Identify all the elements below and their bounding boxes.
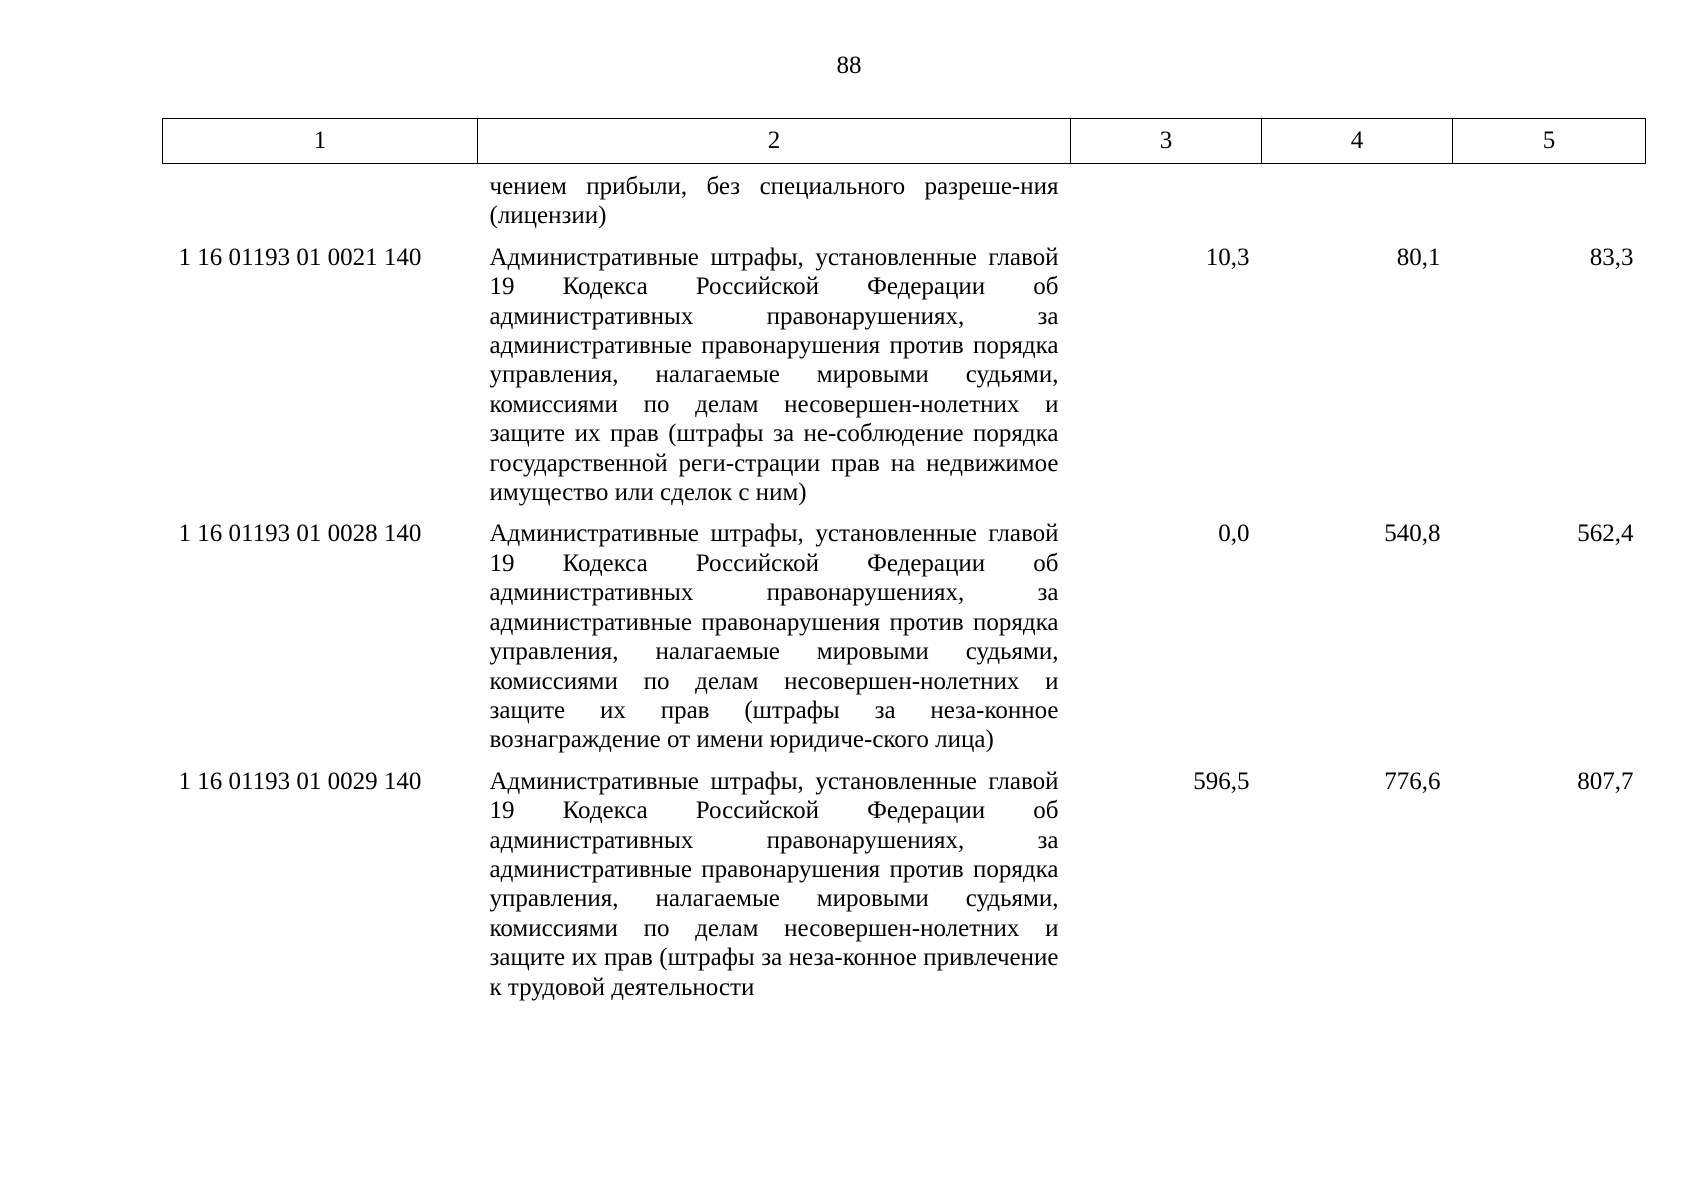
table-header: [163, 119, 1646, 164]
table-row: [163, 231, 1646, 508]
row-description: Административные штрафы, установленные главой 19 Кодекса Российской Федерации об административных правонарушениях, за административные правонарушения против порядка управления, налагаемые мировыми судьями, комиссиями по делам несовершен-нолетних и защите их прав (штрафы за неза-конное вознаграждение от имени юридиче-ского лица): [489, 520, 1059, 754]
table-row: [163, 507, 1646, 754]
row-value-4: 80,1: [1396, 243, 1441, 271]
row-value-4: 540,8: [1384, 520, 1441, 548]
row-description: Административные штрафы, установленные главой 19 Кодекса Российской Федерации об административных правонарушениях, за административные правонарушения против порядка управления, налагаемые мировыми судьями, комиссиями по делам несовершен-нолетних и защите их прав (штрафы за не-соблюдение порядка государственной реги-страции прав на недвижимое имущество или сделок с ним): [489, 243, 1059, 507]
header-col-5: 5: [1453, 119, 1646, 164]
row-description: Административные штрафы, установленные главой 19 Кодекса Российской Федерации об административных правонарушениях, за административные правонарушения против порядка управления, налагаемые мировыми судьями, комиссиями по делам несовершен-нолетних и защите их прав (штрафы за неза-конное привлечение к трудовой деятельности: [489, 767, 1059, 1001]
row-code: 1 16 01193 01 0028 140: [178, 520, 422, 548]
continuation-text: чением прибыли, без специального разреше-ния (лицензии): [489, 173, 1059, 230]
row-value-5: 562,4: [1577, 520, 1634, 548]
header-col-4: 4: [1262, 119, 1453, 164]
header-col-3: 3: [1071, 119, 1262, 164]
row-code: 1 16 01193 01 0021 140: [178, 243, 422, 271]
row-code: 1 16 01193 01 0029 140: [178, 767, 422, 795]
row-value-3: 596,5: [1193, 767, 1250, 795]
row-value-3: 10,3: [1205, 243, 1250, 271]
row-value-5: 83,3: [1589, 243, 1634, 271]
header-col-1: 1: [163, 119, 478, 164]
page-number: 88: [836, 52, 862, 79]
header-col-2: 2: [478, 119, 1071, 164]
table-row-continuation: [163, 164, 1646, 231]
row-value-4: 776,6: [1384, 767, 1441, 795]
table-row: [163, 755, 1646, 1002]
row-value-5: 807,7: [1577, 767, 1634, 795]
budget-table: [162, 118, 1646, 1002]
row-value-3: 0,0: [1218, 520, 1250, 548]
